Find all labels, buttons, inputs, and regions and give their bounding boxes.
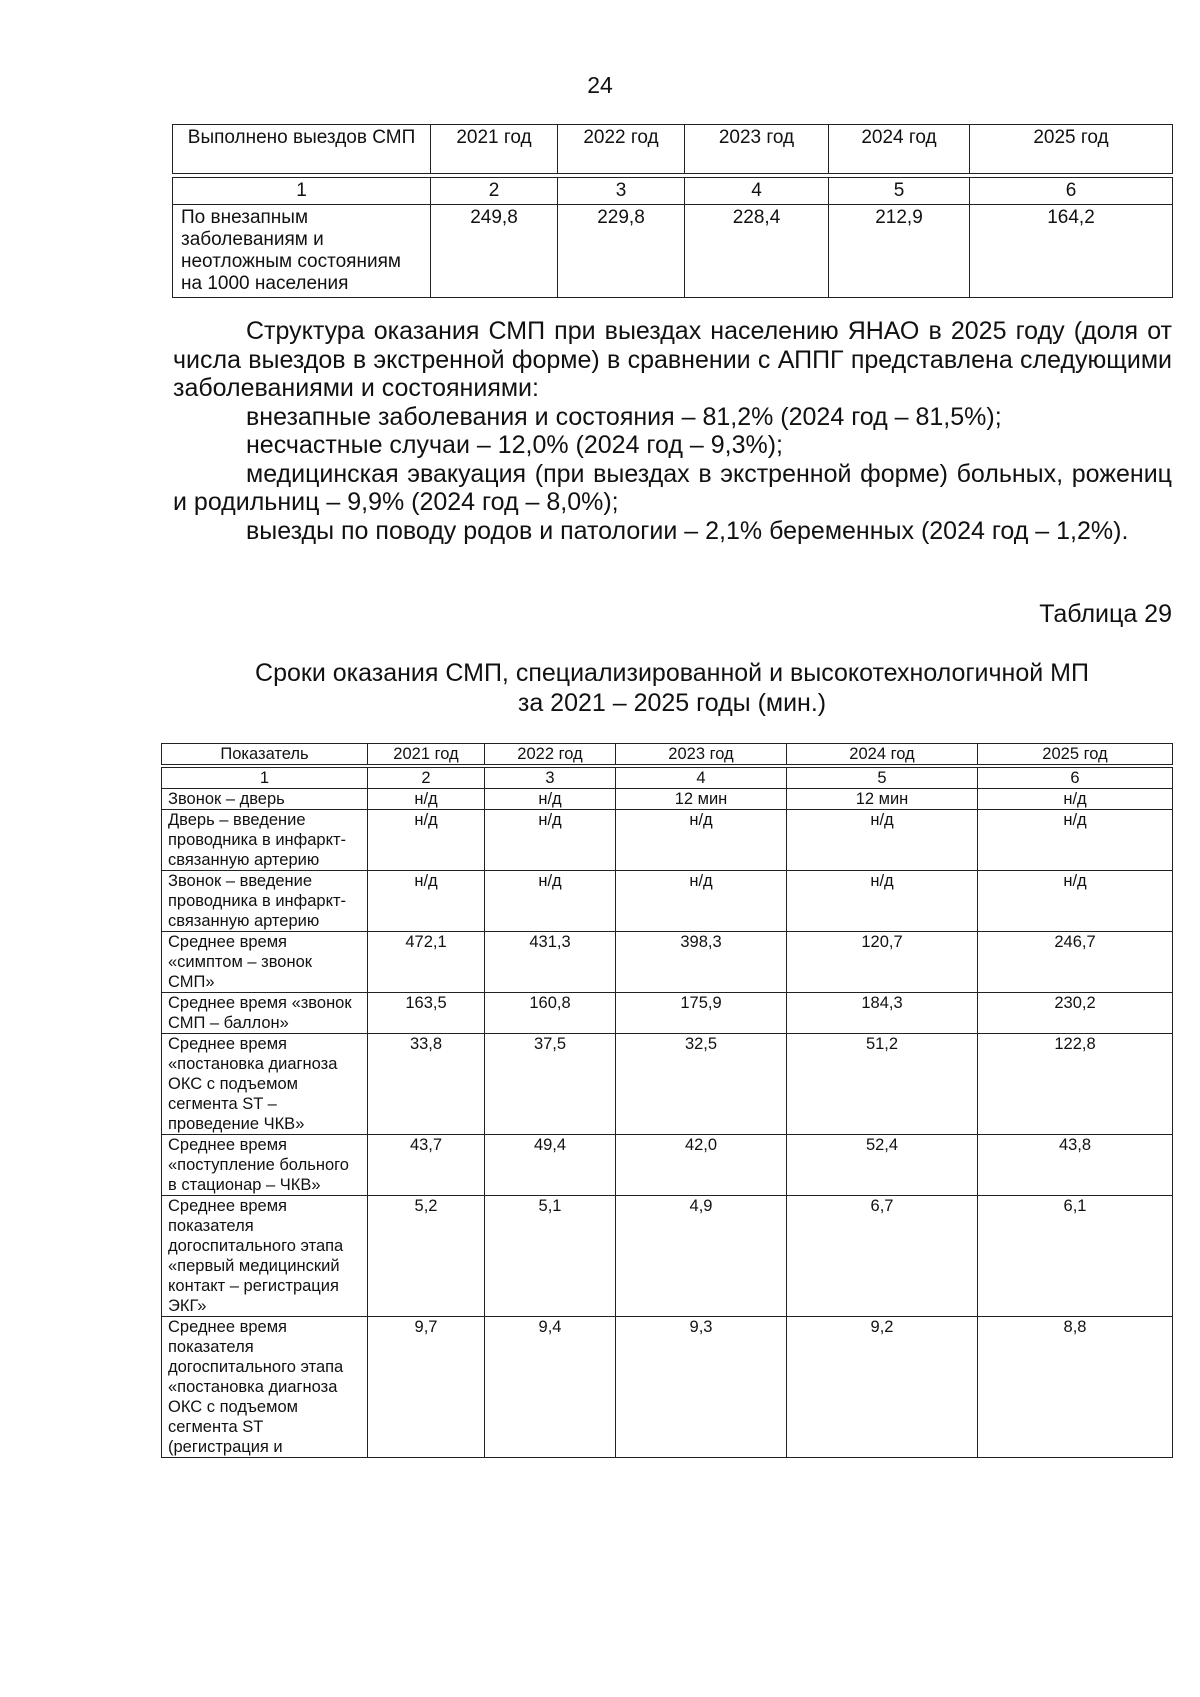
paragraph: медицинская эвакуация (при выездах в экстренной форме) больных, рожениц и родильниц – 9,9% (2024 год – 8,0%); [173,459,1172,516]
table-header-row [173,125,1173,174]
table-row [162,1317,1173,1458]
ems-times-table [161,743,1173,1458]
table-cell: 12 мин [787,789,978,810]
table-cell: 9,3 [616,1317,787,1458]
table-row [173,205,1173,298]
row-label: Дверь – введение проводника в инфаркт-связанную артерию [162,810,368,871]
table-cell: 9,4 [485,1317,616,1458]
row-label: Звонок – дверь [162,789,368,810]
table-number: Таблица 29 [1039,600,1172,628]
table-cell: н/д [978,871,1173,932]
table-cell: н/д [485,871,616,932]
table-cell: 33,8 [368,1034,485,1135]
table-cell: 6,7 [787,1196,978,1317]
header-cell: 2023 год [616,744,787,765]
column-number: 5 [787,768,978,789]
column-number: 4 [616,768,787,789]
table-row [162,871,1173,932]
header-cell: 2024 год [829,125,970,174]
table-cell: 37,5 [485,1034,616,1135]
table-cell: 5,2 [368,1196,485,1317]
table-row [162,932,1173,993]
table-title-line: за 2021 – 2025 годы (мин.) [517,689,827,717]
row-label: Среднее время «поступление больного в стационар – ЧКВ» [162,1135,368,1196]
table-cell: 472,1 [368,932,485,993]
table-cell: 431,3 [485,932,616,993]
table-cell: 43,7 [368,1135,485,1196]
table-cell: н/д [485,789,616,810]
row-label: Звонок – введение проводника в инфаркт-связанную артерию [162,871,368,932]
table-cell: 8,8 [978,1317,1173,1458]
column-number: 6 [970,178,1173,205]
table-cell: н/д [616,810,787,871]
header-cell: 2021 год [368,744,485,765]
paragraph: внезапные заболевания и состояния – 81,2% (2024 год – 81,5%); [246,402,1002,431]
table-cell: 9,2 [787,1317,978,1458]
table-cell: н/д [787,810,978,871]
table-cell: н/д [485,810,616,871]
row-label: Среднее время «звонок СМП – баллон» [162,993,368,1034]
table-cell: 42,0 [616,1135,787,1196]
header-cell: 2025 год [970,125,1173,174]
table-cell: н/д [787,871,978,932]
table-cell: 9,7 [368,1317,485,1458]
table-cell: 51,2 [787,1034,978,1135]
table-cell: н/д [368,871,485,932]
table-cell: 122,8 [978,1034,1173,1135]
table-title [172,658,1172,718]
table-cell: 230,2 [978,993,1173,1034]
column-number: 3 [558,178,685,205]
row-label: Среднее время «постановка диагноза ОКС с подъемом сегмента ST – проведение ЧКВ» [162,1034,368,1135]
table-cell: н/д [616,871,787,932]
table-cell: 5,1 [485,1196,616,1317]
table-cell: 43,8 [978,1135,1173,1196]
table-cell: 4,9 [616,1196,787,1317]
table-cell: 163,5 [368,993,485,1034]
table-cell: н/д [978,789,1173,810]
row-label: Среднее время показателя догоспитального этапа «постановка диагноза ОКС с подъемом сегмента ST (регистрация и [162,1317,368,1458]
table-row [162,810,1173,871]
table-cell: 184,3 [787,993,978,1034]
table-header-row [162,744,1173,765]
paragraph: Структура оказания СМП при выездах населению ЯНАО в 2025 году (доля от числа выездов в экстренной форме) в сравнении с АППГ представлена следующими заболеваниями и состояниями: [173,317,1172,402]
paragraph: несчастные случаи – 12,0% (2024 год – 9,3%); [246,431,783,459]
column-number: 2 [431,178,558,205]
column-number: 6 [978,768,1173,789]
table-row [162,1196,1173,1317]
table-row [162,1135,1173,1196]
page-number: 24 [587,72,613,98]
table-cell: 212,9 [829,205,970,298]
table-row [162,993,1173,1034]
column-number-row [173,178,1173,205]
table-cell: 229,8 [558,205,685,298]
header-cell: 2021 год [431,125,558,174]
header-cell: 2022 год [485,744,616,765]
table-cell: 32,5 [616,1034,787,1135]
header-cell: 2023 год [685,125,829,174]
row-label: Среднее время «симптом – звонок СМП» [162,932,368,993]
header-cell: 2025 год [978,744,1173,765]
row-label: Среднее время показателя догоспитального этапа «первый медицинский контакт – регистрация ЭКГ» [162,1196,368,1317]
paragraph: выезды по поводу родов и патологии – 2,1% беременных (2024 год – 1,2%). [246,516,1129,545]
header-cell: 2024 год [787,744,978,765]
table-cell: 12 мин [616,789,787,810]
column-number: 1 [162,768,368,789]
table-cell: 49,4 [485,1135,616,1196]
table-cell: 228,4 [685,205,829,298]
column-number-row [162,768,1173,789]
table-row [162,789,1173,810]
column-number: 4 [685,178,829,205]
column-number: 3 [485,768,616,789]
table-cell: н/д [368,810,485,871]
row-label: По внезапным заболеваниям и неотложным состояниям на 1000 населения [173,205,431,298]
table-cell: н/д [978,810,1173,871]
column-number: 1 [173,178,431,205]
table-cell: 175,9 [616,993,787,1034]
table-cell: 120,7 [787,932,978,993]
column-number: 2 [368,768,485,789]
column-number: 5 [829,178,970,205]
table-cell: 246,7 [978,932,1173,993]
table-cell: 249,8 [431,205,558,298]
body-text [173,317,1172,545]
table-cell: 6,1 [978,1196,1173,1317]
header-cell: Показатель [162,744,368,765]
table-cell: 160,8 [485,993,616,1034]
table-cell: 52,4 [787,1135,978,1196]
table-row [162,1034,1173,1135]
table-cell: 164,2 [970,205,1173,298]
table-cell: 398,3 [616,932,787,993]
table-cell: н/д [368,789,485,810]
table-title-line: Сроки оказания СМП, специализированной и высокотехнологичной МП [255,659,1089,687]
header-cell: 2022 год [558,125,685,174]
header-cell: Выполнено выездов СМП [173,125,431,174]
ems-calls-table [172,124,1173,298]
